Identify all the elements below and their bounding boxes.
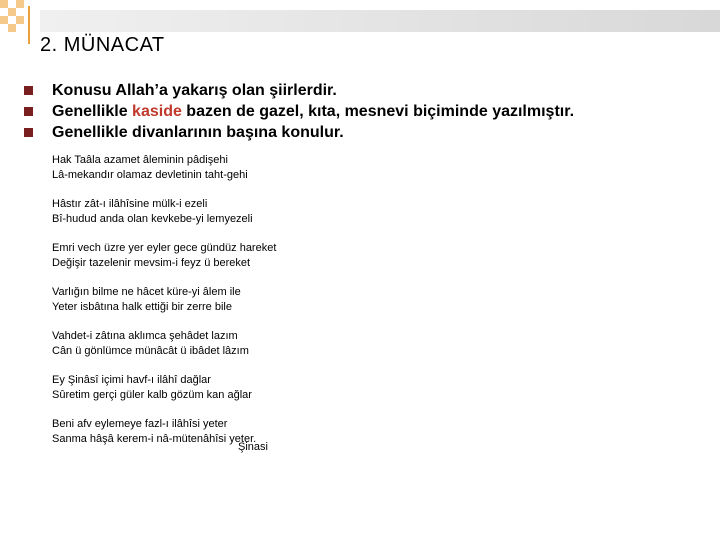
deco-square <box>8 24 16 32</box>
poem-line: Vahdet-i zâtına aklımca şehâdet lazım <box>52 330 238 342</box>
poem-stanza <box>52 153 452 183</box>
bullet-text: Konusu Allah’a yakarış olan şiirlerdir. <box>52 81 337 99</box>
poem-line: Sanma hâşâ kerem-i nâ-mütenâhîsi yeter. <box>52 433 257 445</box>
poem-line: Lâ-mekandır olamaz devletinin taht-gehi <box>52 169 248 181</box>
bullet-text: Genellikle divanlarının başına konulur. <box>52 123 344 141</box>
list-item <box>24 122 714 143</box>
poem-stanza <box>52 373 452 403</box>
poem-line: Bî-hudud anda olan kevkebe-yi lemyezeli <box>52 213 253 225</box>
poem-line: Emri vech üzre yer eyler gece gündüz hareket <box>52 242 277 254</box>
bullet-text-after: bazen de gazel, kıta, mesnevi biçiminde yazılmıştır. <box>181 102 575 120</box>
list-item <box>24 101 714 122</box>
bullet-text-before: Genellikle <box>52 102 133 120</box>
deco-square <box>16 16 24 24</box>
list-item <box>24 80 714 101</box>
deco-square <box>8 8 16 16</box>
poem-line: Yeter isbâtına halk ettiği bir zerre bile <box>52 301 232 313</box>
poem-stanza <box>52 197 452 227</box>
poem-stanza <box>52 241 452 271</box>
poem <box>52 153 452 461</box>
square-bullet-icon <box>24 107 33 116</box>
poem-line: Hak Taâla azamet âleminin pâdişehi <box>52 154 228 166</box>
poem-line: Beni afv eylemeye fazl-ı ilâhîsi yeter <box>52 418 228 430</box>
poem-line: Hâstır zât-ı ilâhîsine mülk-i ezeli <box>52 198 208 210</box>
page-title: 2. MÜNACAT <box>40 34 165 56</box>
deco-vertical-line <box>28 6 30 44</box>
bullet-list <box>24 80 714 143</box>
square-bullet-icon <box>24 86 33 95</box>
bullet-text <box>52 103 574 121</box>
poem-stanza <box>52 329 452 359</box>
poem-signature: Şinasi <box>238 441 268 453</box>
poem-line: Varlığın bilme ne hâcet küre-yi âlem ile <box>52 286 241 298</box>
deco-square <box>0 16 8 24</box>
header-gradient-bar <box>40 10 720 32</box>
square-bullet-icon <box>24 128 33 137</box>
deco-square <box>0 0 8 8</box>
highlighted-word: kaside <box>132 102 182 120</box>
poem-line: Cân ü gönlümce münâcât ü ibâdet lâzım <box>52 345 249 357</box>
poem-line: Sûretim gerçi güler kalb gözüm kan ağlar <box>52 389 252 401</box>
poem-stanza <box>52 285 452 315</box>
deco-square <box>16 0 24 8</box>
poem-line: Değişir tazelenir mevsim-i feyz ü bereket <box>52 257 251 269</box>
poem-line: Ey Şinâsî içimi havf-ı ilâhî dağlar <box>52 374 211 386</box>
